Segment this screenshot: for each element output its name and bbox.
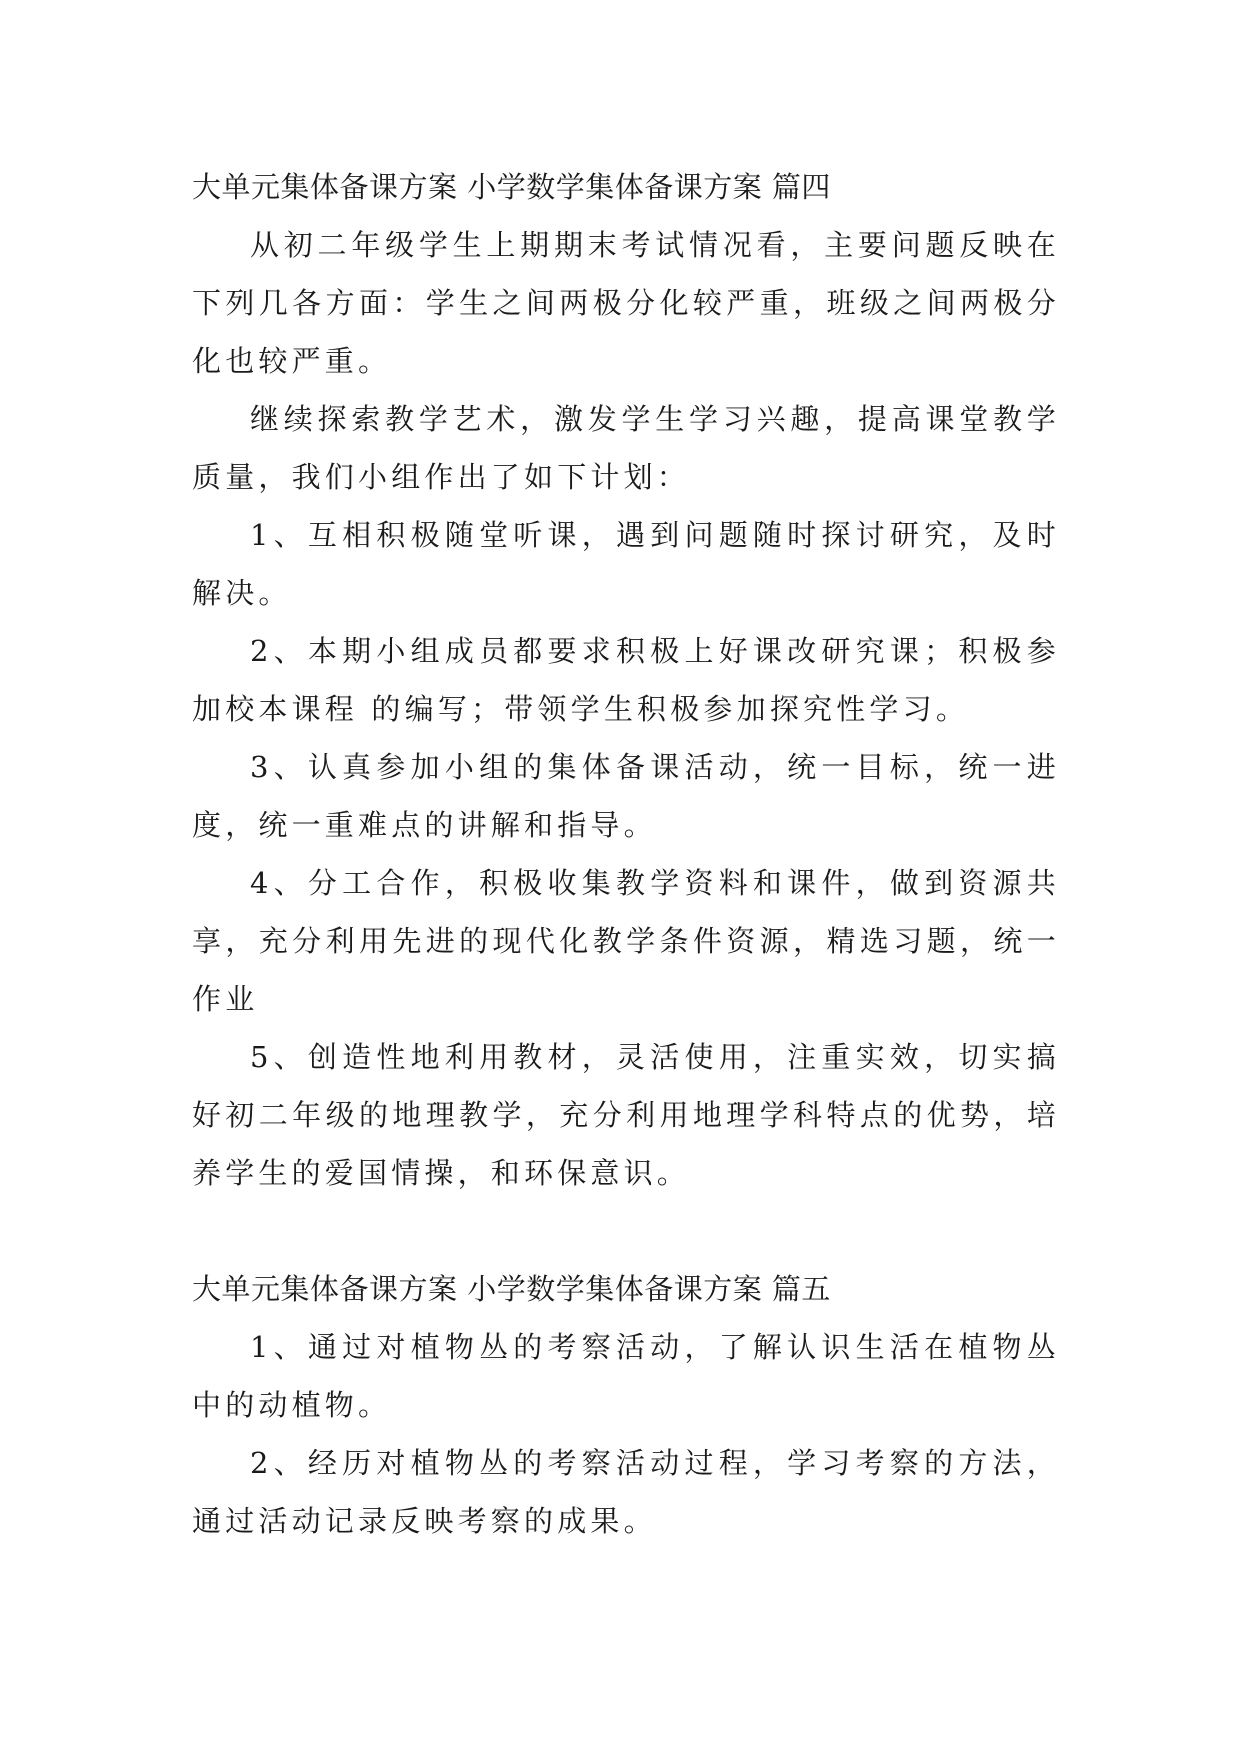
section-four [192,158,1060,1202]
section-title: 大单元集体备课方案 小学数学集体备课方案 篇五 [192,1272,831,1306]
section-five [192,1260,1060,1550]
paragraph: 1、互相积极随堂听课，遇到问题随时探讨研究，及时解决。 [192,518,1060,610]
paragraph: 2、经历对植物丛的考察活动过程，学习考察的方法，通过活动记录反映考察的成果。 [192,1446,1060,1538]
paragraph: 2、本期小组成员都要求积极上好课改研究课；积极参加校本课程 的编写；带领学生积极参加探究性学习。 [192,634,1060,726]
paragraph: 3、认真参加小组的集体备课活动，统一目标，统一进度，统一重难点的讲解和指导。 [192,750,1060,842]
section-title: 大单元集体备课方案 小学数学集体备课方案 篇四 [192,170,831,204]
paragraph: 1、通过对植物丛的考察活动，了解认识生活在植物丛中的动植物。 [192,1330,1060,1422]
document-body [192,158,1060,1550]
paragraph: 从初二年级学生上期期末考试情况看，主要问题反映在下列几各方面：学生之间两极分化较严重，班级之间两极分化也较严重。 [192,228,1060,378]
section-spacer [192,1202,1060,1260]
paragraph: 继续探索教学艺术，激发学生学习兴趣，提高课堂教学质量，我们小组作出了如下计划： [192,402,1060,494]
paragraph: 4、分工合作，积极收集教学资料和课件，做到资源共享，充分利用先进的现代化教学条件资源，精选习题，统一作业 [192,866,1060,1016]
paragraph: 5、创造性地利用教材，灵活使用，注重实效，切实搞好初二年级的地理教学，充分利用地理学科特点的优势，培养学生的爱国情操，和环保意识。 [192,1040,1060,1190]
